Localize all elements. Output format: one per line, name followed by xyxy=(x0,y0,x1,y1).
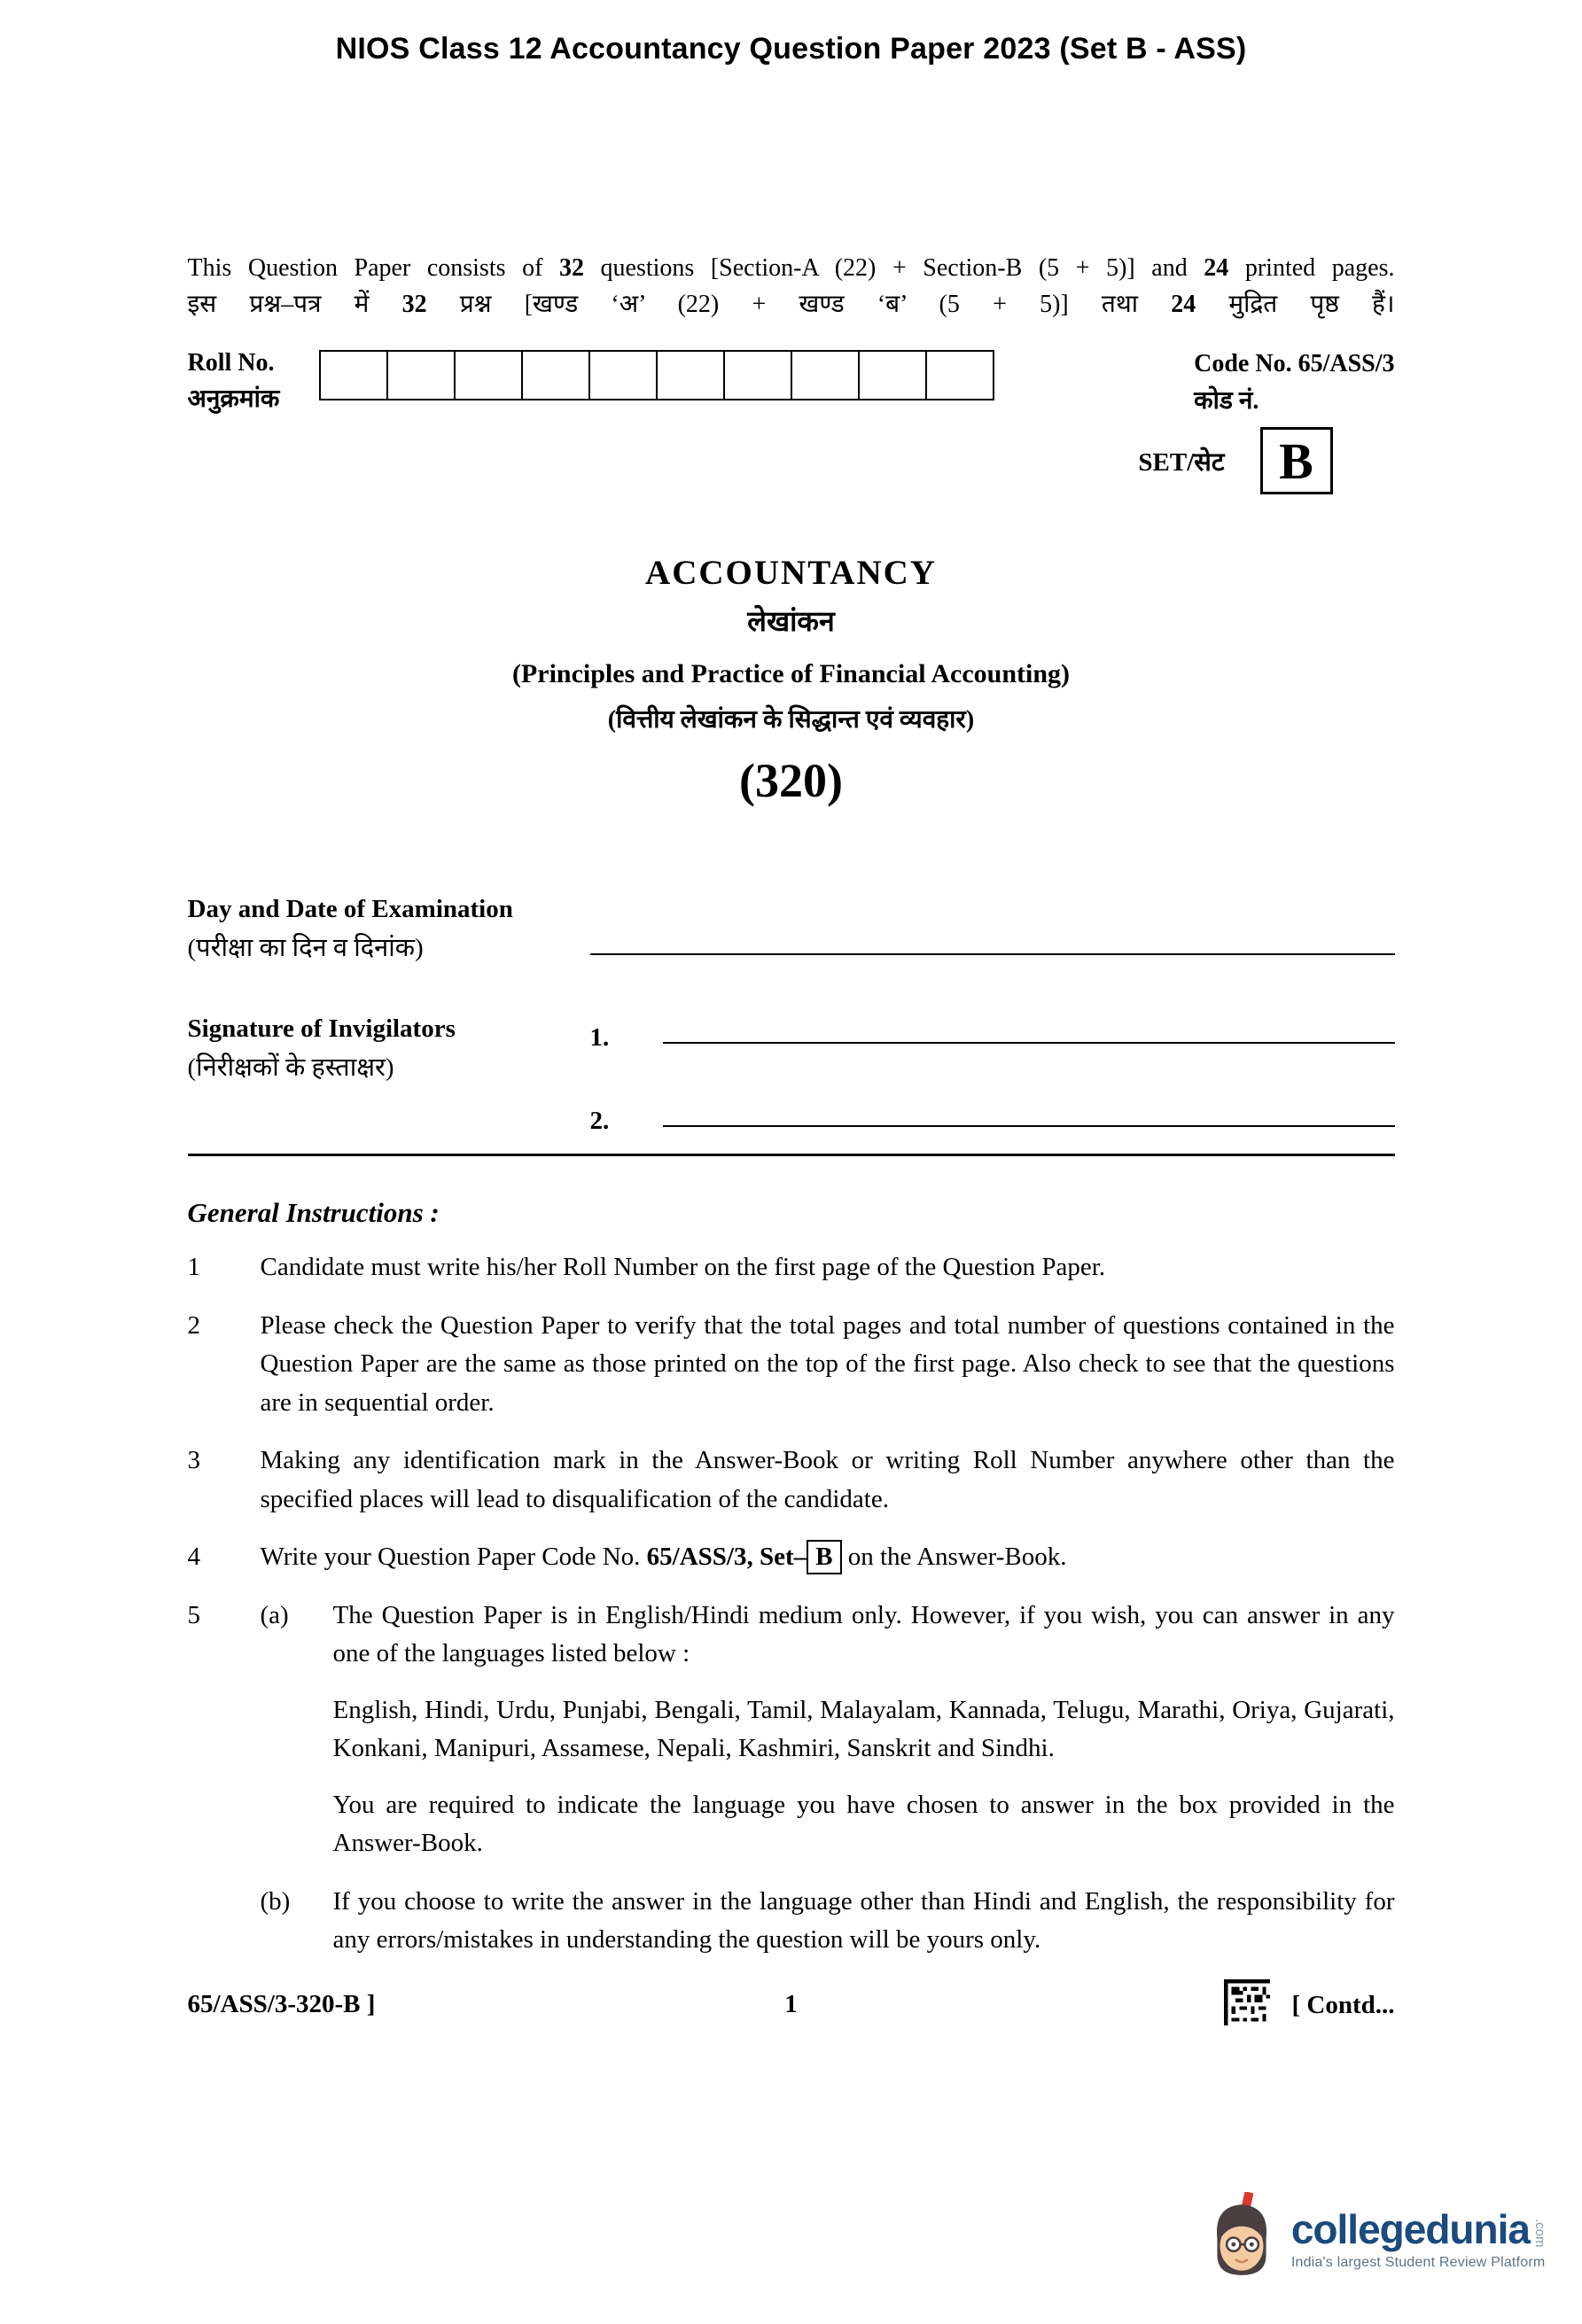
question-count-note-hi: इस प्रश्न–पत्र में 32 प्रश्न [खण्ड ‘अ’ (22) + खण्ड ‘ब’ (5 + 5)] तथा 24 मुद्रित पृष्ठ हैं। xyxy=(187,290,1395,318)
signature-row-2 xyxy=(590,1093,1395,1136)
paper-code: (320) xyxy=(739,754,843,808)
subject-title-hi: लेखांकन xyxy=(747,605,835,638)
instruction-text: Write your Question Paper Code No. 65/ASS/3, Set– B on the Answer-Book. xyxy=(261,1538,1395,1577)
set-label: SET/सेट xyxy=(1138,447,1225,477)
roll-number-boxes xyxy=(319,350,994,400)
roll-number-box xyxy=(791,350,860,400)
roll-number-box xyxy=(319,350,388,400)
boxed-letter: B xyxy=(807,1540,841,1574)
instruction-text: Please check the Question Paper to verify that the total pages and total number of questions contained in the Question Paper are the same as those printed on the top of the first page. Also check to see that the questions are in sequential order. xyxy=(260,1310,1395,1417)
instruction-number: 2 xyxy=(187,1310,200,1340)
code-no-block xyxy=(1194,346,1394,420)
section-divider xyxy=(188,1154,1395,1156)
roll-no-label-en: Roll No. xyxy=(187,349,275,377)
general-instructions-title: General Instructions : xyxy=(187,1197,440,1229)
roll-number-box xyxy=(386,350,456,400)
signature-line-1 xyxy=(663,1042,1395,1044)
day-date-section xyxy=(188,890,1395,968)
footer-code: 65/ASS/3-320-B ] xyxy=(187,1989,376,2018)
roll-number-box xyxy=(723,350,792,400)
question-count-note-en: This Question Paper consists of 32 questions [Section-A (22) + Section-B (5 + 5)] and 24 printed pages. xyxy=(187,254,1395,282)
instruction-number xyxy=(188,1883,261,1960)
signature-label-en: Signature of Invigilators xyxy=(187,1014,456,1044)
code-no-label-hindi: कोड नं. xyxy=(1194,387,1259,416)
signature-section xyxy=(188,1010,1395,1136)
roll-number-box xyxy=(588,350,658,400)
set-value-box: B xyxy=(1260,427,1333,494)
footer-page-number: 1 xyxy=(784,1989,798,2018)
brand-suffix: .com xyxy=(1532,2219,1547,2248)
instruction-number: 4 xyxy=(187,1543,200,1572)
instruction-text: Making any identification mark in the Answer-Book or writing Roll Number anywhere other than the specified places will lead to disqualification of the candidate. xyxy=(260,1446,1395,1513)
roll-number-box xyxy=(925,350,994,400)
footer-right-group xyxy=(1224,1979,1394,2033)
day-date-label-en: Day and Date of Examination xyxy=(187,895,513,924)
page-title: NIOS Class 12 Accountancy Question Paper 2023 (Set B - ASS) xyxy=(335,32,1247,66)
instruction-item xyxy=(188,1538,1395,1577)
instruction-item xyxy=(188,1442,1395,1519)
instruction-subletter: (a) xyxy=(260,1600,289,1629)
roll-number-box xyxy=(521,350,590,400)
instruction-text: If you choose to write the answer in the language other than Hindi and English, the responsibility for any errors/mistakes in understanding the question will be yours only. xyxy=(332,1886,1395,1955)
collegedunia-mascot-icon xyxy=(1206,2192,1277,2287)
subject-title-en: ACCOUNTANCY xyxy=(645,554,937,593)
instruction-item xyxy=(188,1248,1395,1287)
instruction-text: Candidate must write his/her Roll Number on the first page of the Question Paper. xyxy=(260,1253,1106,1282)
instruction-item xyxy=(188,1597,1395,1863)
page-footer xyxy=(188,1978,1395,2033)
signature-number-2: 2. xyxy=(589,1107,610,1136)
brand-name: collegedunia xyxy=(1290,2206,1530,2253)
instructions-list xyxy=(188,1248,1395,1960)
instruction-text: The Question Paper is in English/Hindi medium only. However, if you wish, you can answer in any one of the languages listed below : English, Hindi, Urdu, Punjabi, Bengali, Tamil, Malayalam, Kannada, Telugu, Marathi, Oriya, Gujarati, Konkani, Manipuri, Assamese, Nepali, Kashmiri, Sanskrit and Sindhi. You are required to indicate the language you have chosen to answer in the box provided in the Answer-Book. xyxy=(332,1600,1395,1858)
subject-subtitle-en: (Principles and Practice of Financial Accounting) xyxy=(511,659,1071,689)
roll-number-box xyxy=(454,350,523,400)
signature-lines xyxy=(590,1010,1395,1136)
day-date-label-hi: (परीक्षा का दिन व दिनांक) xyxy=(187,933,424,962)
code-no-label: Code No. 65/ASS/3 xyxy=(1194,350,1395,378)
document-body xyxy=(188,251,1395,2033)
set-row xyxy=(188,427,1395,494)
signature-row-1 xyxy=(590,1010,1395,1053)
day-date-label xyxy=(188,890,590,968)
roll-number-box xyxy=(858,350,927,400)
day-date-blank-line xyxy=(590,953,1395,955)
roll-number-section xyxy=(188,346,1395,420)
instruction-item xyxy=(188,1883,1395,1960)
subject-subtitle-hi: (वित्तीय लेखांकन के सिद्धान्त एवं व्यवहार) xyxy=(607,706,975,735)
brand-tagline: India's largest Student Review Platform xyxy=(1290,2254,1546,2270)
signature-number-1: 1. xyxy=(589,1023,610,1053)
instruction-number: 3 xyxy=(187,1446,200,1475)
signature-line-2 xyxy=(663,1125,1395,1127)
instruction-item xyxy=(188,1307,1395,1423)
footer-contd: [ Contd... xyxy=(1291,1991,1395,2020)
instruction-subletter: (b) xyxy=(260,1886,291,1916)
roll-number-box xyxy=(656,350,725,400)
instruction-number: 1 xyxy=(187,1253,200,1282)
signature-label-hi: (निरीक्षकों के हस्ताक्षर) xyxy=(187,1053,394,1082)
brand-text xyxy=(1291,2208,1547,2270)
collegedunia-branding xyxy=(1206,2192,1547,2287)
instruction-number: 5 xyxy=(187,1600,200,1629)
roll-no-label xyxy=(188,346,319,417)
roll-no-label-hi: अनुक्रमांक xyxy=(187,385,280,413)
signature-label xyxy=(188,1010,590,1136)
barcode-icon xyxy=(1224,1979,1270,2033)
